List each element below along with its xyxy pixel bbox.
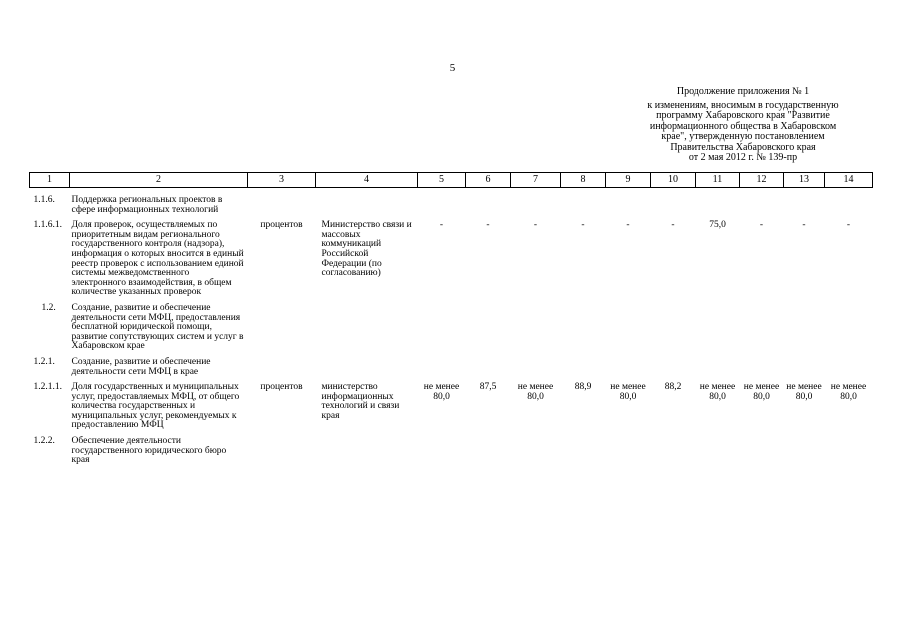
row-value: - [439,220,444,231]
appendix-line: Правительства Хабаровского края [670,141,816,153]
row-value: не менее 80,0 [610,382,646,402]
row-value [511,358,561,383]
column-header: 12 [740,173,784,188]
row-unit [248,358,316,383]
row-value [740,358,784,383]
column-number-row [30,173,873,188]
row-value: не менее 80,0 [830,382,867,402]
row-value [561,358,606,383]
table-row [30,221,873,304]
row-description: Доля государственных и муниципальных услуг, предоставляемых МФЦ, от общего количества государственных и муниципальных услуг, рекомендуемых к предоставлению МФЦ [71,382,240,431]
column-header: 2 [70,173,248,188]
column-header: 8 [561,173,606,188]
row-value: 88,2 [664,382,682,393]
table-row [30,358,873,383]
row-value: - [671,220,675,231]
column-header: 13 [784,173,825,188]
row-value [825,188,873,222]
row-value [606,358,651,383]
row-value [696,304,740,358]
row-value [740,188,784,222]
column-header: 4 [316,173,418,188]
row-value [561,304,606,358]
row-organization [316,358,418,383]
row-value [651,437,696,472]
row-value [825,304,873,358]
row-value [418,304,466,358]
row-value [784,188,825,222]
appendix-line: к изменениям, вносимым в государственную [647,99,839,111]
table-row [30,383,873,437]
table-row [30,437,873,472]
row-value [466,437,511,472]
row-value [784,358,825,383]
row-number: 1.2.2. [33,436,55,447]
row-unit [248,437,316,472]
row-value [651,358,696,383]
column-header: 7 [511,173,561,188]
row-number: 1.2.1. [33,356,55,367]
appendix-header [612,87,874,164]
row-organization [316,188,418,222]
row-value [511,304,561,358]
row-value: - [533,220,538,231]
row-value [784,304,825,358]
row-organization [316,304,418,358]
row-value [740,437,784,472]
row-value [418,437,466,472]
appendix-line: программу Хабаровского края "Развитие [656,110,830,121]
row-value [511,437,561,472]
column-header: 5 [418,173,466,188]
row-description: Поддержка региональных проектов в сфере информационных технологий [71,195,223,215]
row-value: 75,0 [709,220,726,231]
row-description: Обеспечение деятельности государственного юридического бюро края [71,436,227,466]
row-value [606,437,651,472]
row-value [418,358,466,383]
page-number: 5 [449,62,456,74]
row-value [825,437,873,472]
row-number: 1.2. [41,302,56,313]
row-value: - [581,220,585,231]
row-organization [316,437,418,472]
row-value [561,437,606,472]
row-value: не менее 80,0 [423,382,460,402]
row-value: - [759,220,764,231]
column-header: 10 [651,173,696,188]
row-value [511,188,561,222]
row-description: Доля проверок, осуществляемых по приоритетным видам регионального государственного контроля (надзора), информация о которых вносится в единый реестр проверок с использованием единой системы межведомственного электронного взаимодействия, в общем количестве указанных проверок [71,220,244,298]
row-value: - [802,220,806,231]
row-value [606,188,651,222]
row-value: не менее 80,0 [743,382,780,402]
row-value [651,188,696,222]
row-organization: министерство информационных технологий и связи края [321,382,400,421]
column-header: 9 [606,173,651,188]
row-value [606,304,651,358]
row-value [561,188,606,222]
row-value: 87,5 [479,382,497,393]
row-number: 1.1.6.1. [33,220,62,231]
column-header: 1 [30,173,70,188]
row-unit: процентов [260,382,303,393]
row-unit: процентов [260,220,303,231]
row-value [418,188,466,222]
row-number: 1.2.1.1. [33,382,62,393]
table-row [30,188,873,222]
row-value [466,358,511,383]
row-value [825,358,873,383]
column-header: 11 [696,173,740,188]
column-header: 3 [248,173,316,188]
appendix-line: крае", утвержденную постановлением [661,131,825,142]
row-value: - [486,220,490,231]
row-description: Создание, развитие и обеспечение деятельности сети МФЦ, предоставления бесплатной юридической помощи, развитие сопутствующих систем и услуг в Хабаровском крае [71,302,244,352]
appendix-line: информационного общества в Хабаровском [649,120,837,132]
row-organization: Министерство связи и массовых коммуникаций Российской Федерации (по согласованию) [321,220,412,279]
row-value [696,358,740,383]
row-number: 1.1.6. [33,195,55,205]
row-value: - [846,220,851,231]
row-value: - [626,220,630,231]
row-value [696,437,740,472]
appendix-title: Продолжение приложения № 1 [676,86,810,97]
row-value: не менее 80,0 [699,382,736,402]
row-value [466,188,511,222]
row-value [784,437,825,472]
row-value [466,304,511,358]
column-header: 14 [825,173,873,188]
row-value: 88,9 [574,382,592,393]
row-value: не менее 80,0 [786,382,822,402]
row-description: Создание, развитие и обеспечение деятельности сети МФЦ в крае [71,356,211,377]
indicators-table [29,172,873,472]
column-header: 6 [466,173,511,188]
row-unit [248,188,316,222]
appendix-line: от 2 мая 2012 г. № 139-пр [688,152,798,163]
row-unit [248,304,316,358]
row-value [696,188,740,222]
table-row [30,304,873,358]
row-value [740,304,784,358]
row-value [651,304,696,358]
row-value: не менее 80,0 [517,382,554,402]
